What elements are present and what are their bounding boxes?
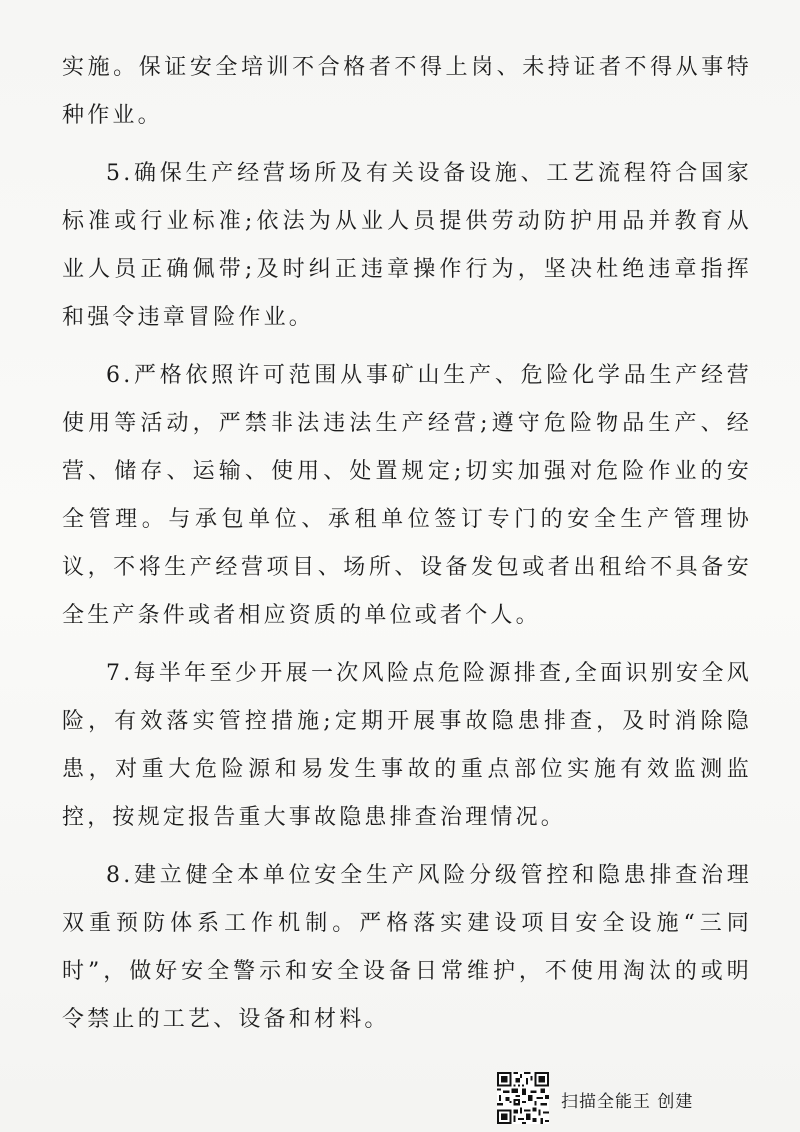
- scanner-watermark: [497, 1069, 757, 1129]
- document-body: [62, 44, 752, 1044]
- paragraph-item-7: 7.每半年至少开展一次风险点危险源排查,全面识别安全风险，有效落实管控措施;定期开展事故隐患排查，及时消除隐患，对重大危险源和易发生事故的重点部位实施有效监测监控，按规定报告重大事故隐患排查治理情况。: [62, 661, 752, 830]
- scanner-app-credit: 扫描全能王 创建: [561, 1092, 694, 1112]
- qr-code-icon: [497, 1072, 549, 1124]
- paragraph-continuation: 实施。保证安全培训不合格者不得上岗、未持证者不得从事特种作业。: [62, 55, 752, 128]
- paragraph-item-6: 6.严格依照许可范围从事矿山生产、危险化学品生产经营使用等活动，严禁非法违法生产经营;遵守危险物品生产、经营、储存、运输、使用、处置规定;切实加强对危险作业的安全管理。与承包单位、承租单位签订专门的安全生产管理协议，不将生产经营项目、场所、设备发包或者出租给不具备安全生产条件或者相应资质的单位或者个人。: [62, 363, 752, 628]
- paragraph-item-5: 5.确保生产经营场所及有关设备设施、工艺流程符合国家标准或行业标准;依法为从业人员提供劳动防护用品并教育从业人员正确佩带;及时纠正违章操作行为，坚决杜绝违章指挥和强令违章冒险作业。: [62, 161, 752, 330]
- paragraph-item-8: 8.建立健全本单位安全生产风险分级管控和隐患排查治理双重预防体系工作机制。严格落实建设项目安全设施“三同时”，做好安全警示和安全设备日常维护，不使用淘汰的或明令禁止的工艺、设备和材料。: [62, 863, 752, 1032]
